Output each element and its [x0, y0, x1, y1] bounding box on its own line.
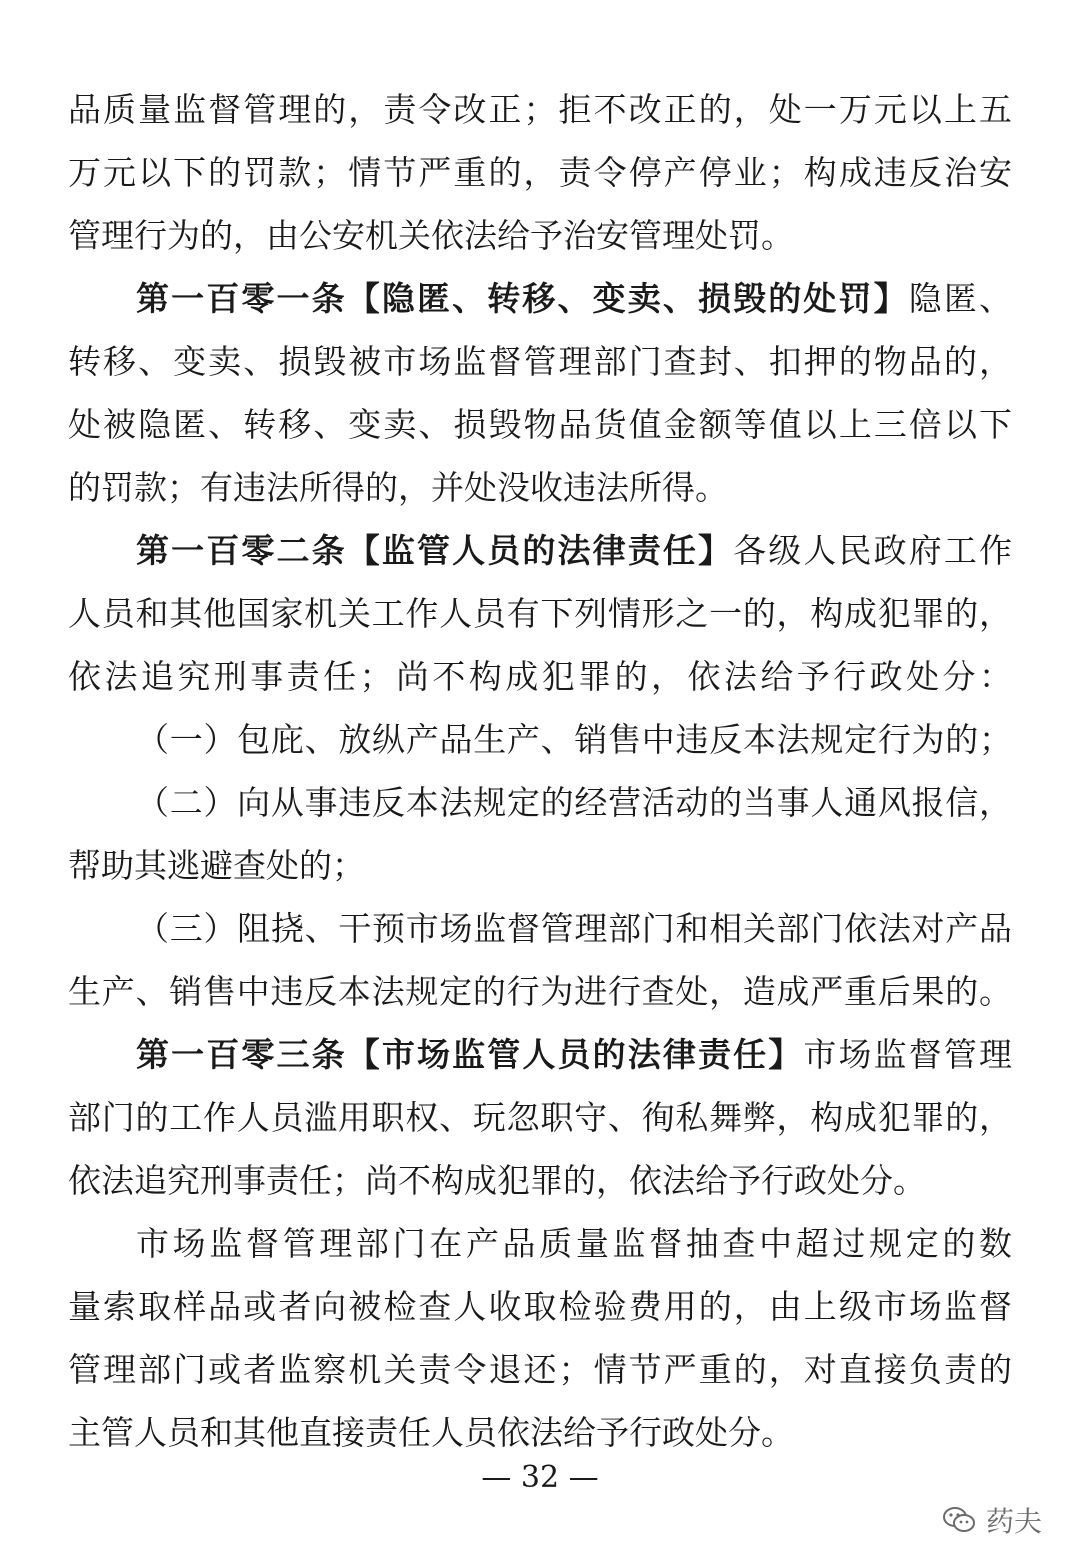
text-line: 市场监督管理部门在产品质量监督抽查中超过规定的数: [136, 1224, 1012, 1263]
text-line: 管理部门或者监察机关责令退还；情节严重的，对直接负责的: [68, 1350, 1012, 1389]
text-line: 处被隐匿、转移、变卖、损毁物品货值金额等值以上三倍以下: [68, 405, 1012, 444]
list-item-1: （一）包庇、放纵产品生产、销售中违反本法规定行为的；: [136, 720, 1012, 759]
text-line: 主管人员和其他直接责任人员依法给予行政处分。: [68, 1413, 794, 1452]
article-103-heading-line: 第一百零三条【市场监管人员的法律责任】市场监督管理: [136, 1035, 1012, 1074]
article-101-title: 第一百零一条【隐匿、转移、变卖、损毁的处罚】: [136, 279, 909, 318]
text-line: 生产、销售中违反本法规定的行为进行查处，造成严重后果的。: [68, 972, 1012, 1011]
text-line: 品质量监督管理的，责令改正；拒不改正的，处一万元以上五: [68, 90, 1012, 129]
wechat-icon: [942, 1506, 976, 1534]
page-number: — 32 —: [481, 1460, 599, 1495]
article-101-heading-line: 第一百零一条【隐匿、转移、变卖、损毁的处罚】隐匿、: [136, 279, 1012, 318]
watermark-text: 药夫: [985, 1505, 1042, 1538]
list-item-2: （二）向从事违反本法规定的经营活动的当事人通风报信，: [136, 783, 1012, 822]
text-line: 依法追究刑事责任；尚不构成犯罪的，依法给予行政处分。: [68, 1161, 926, 1200]
article-102-title: 第一百零二条【监管人员的法律责任】: [136, 531, 734, 570]
text-line: 帮助其逃避查处的；: [68, 846, 365, 885]
text-line: 万元以下的罚款；情节严重的，责令停产停业；构成违反治安: [68, 153, 1012, 192]
text-line: 部门的工作人员滥用职权、玩忽职守、徇私舞弊，构成犯罪的，: [68, 1098, 1012, 1137]
text-line: 转移、变卖、损毁被市场监督管理部门查封、扣押的物品的，: [68, 342, 1012, 381]
text-line: 的罚款；有违法所得的，并处没收违法所得。: [68, 468, 728, 507]
article-103-title: 第一百零三条【市场监管人员的法律责任】: [136, 1035, 804, 1074]
list-item-3: （三）阻挠、干预市场监督管理部门和相关部门依法对产品: [136, 909, 1012, 948]
text-line: 依法追究刑事责任；尚不构成犯罪的，依法给予行政处分：: [68, 657, 1012, 696]
article-102-heading-line: 第一百零二条【监管人员的法律责任】各级人民政府工作: [136, 531, 1012, 570]
text-line: 量索取样品或者向被检查人收取检验费用的，由上级市场监督: [68, 1287, 1012, 1326]
watermark: [942, 1500, 1042, 1540]
text-line: 管理行为的，由公安机关依法给予治安管理处罚。: [68, 216, 794, 255]
text-line: 人员和其他国家机关工作人员有下列情形之一的，构成犯罪的，: [68, 594, 1012, 633]
